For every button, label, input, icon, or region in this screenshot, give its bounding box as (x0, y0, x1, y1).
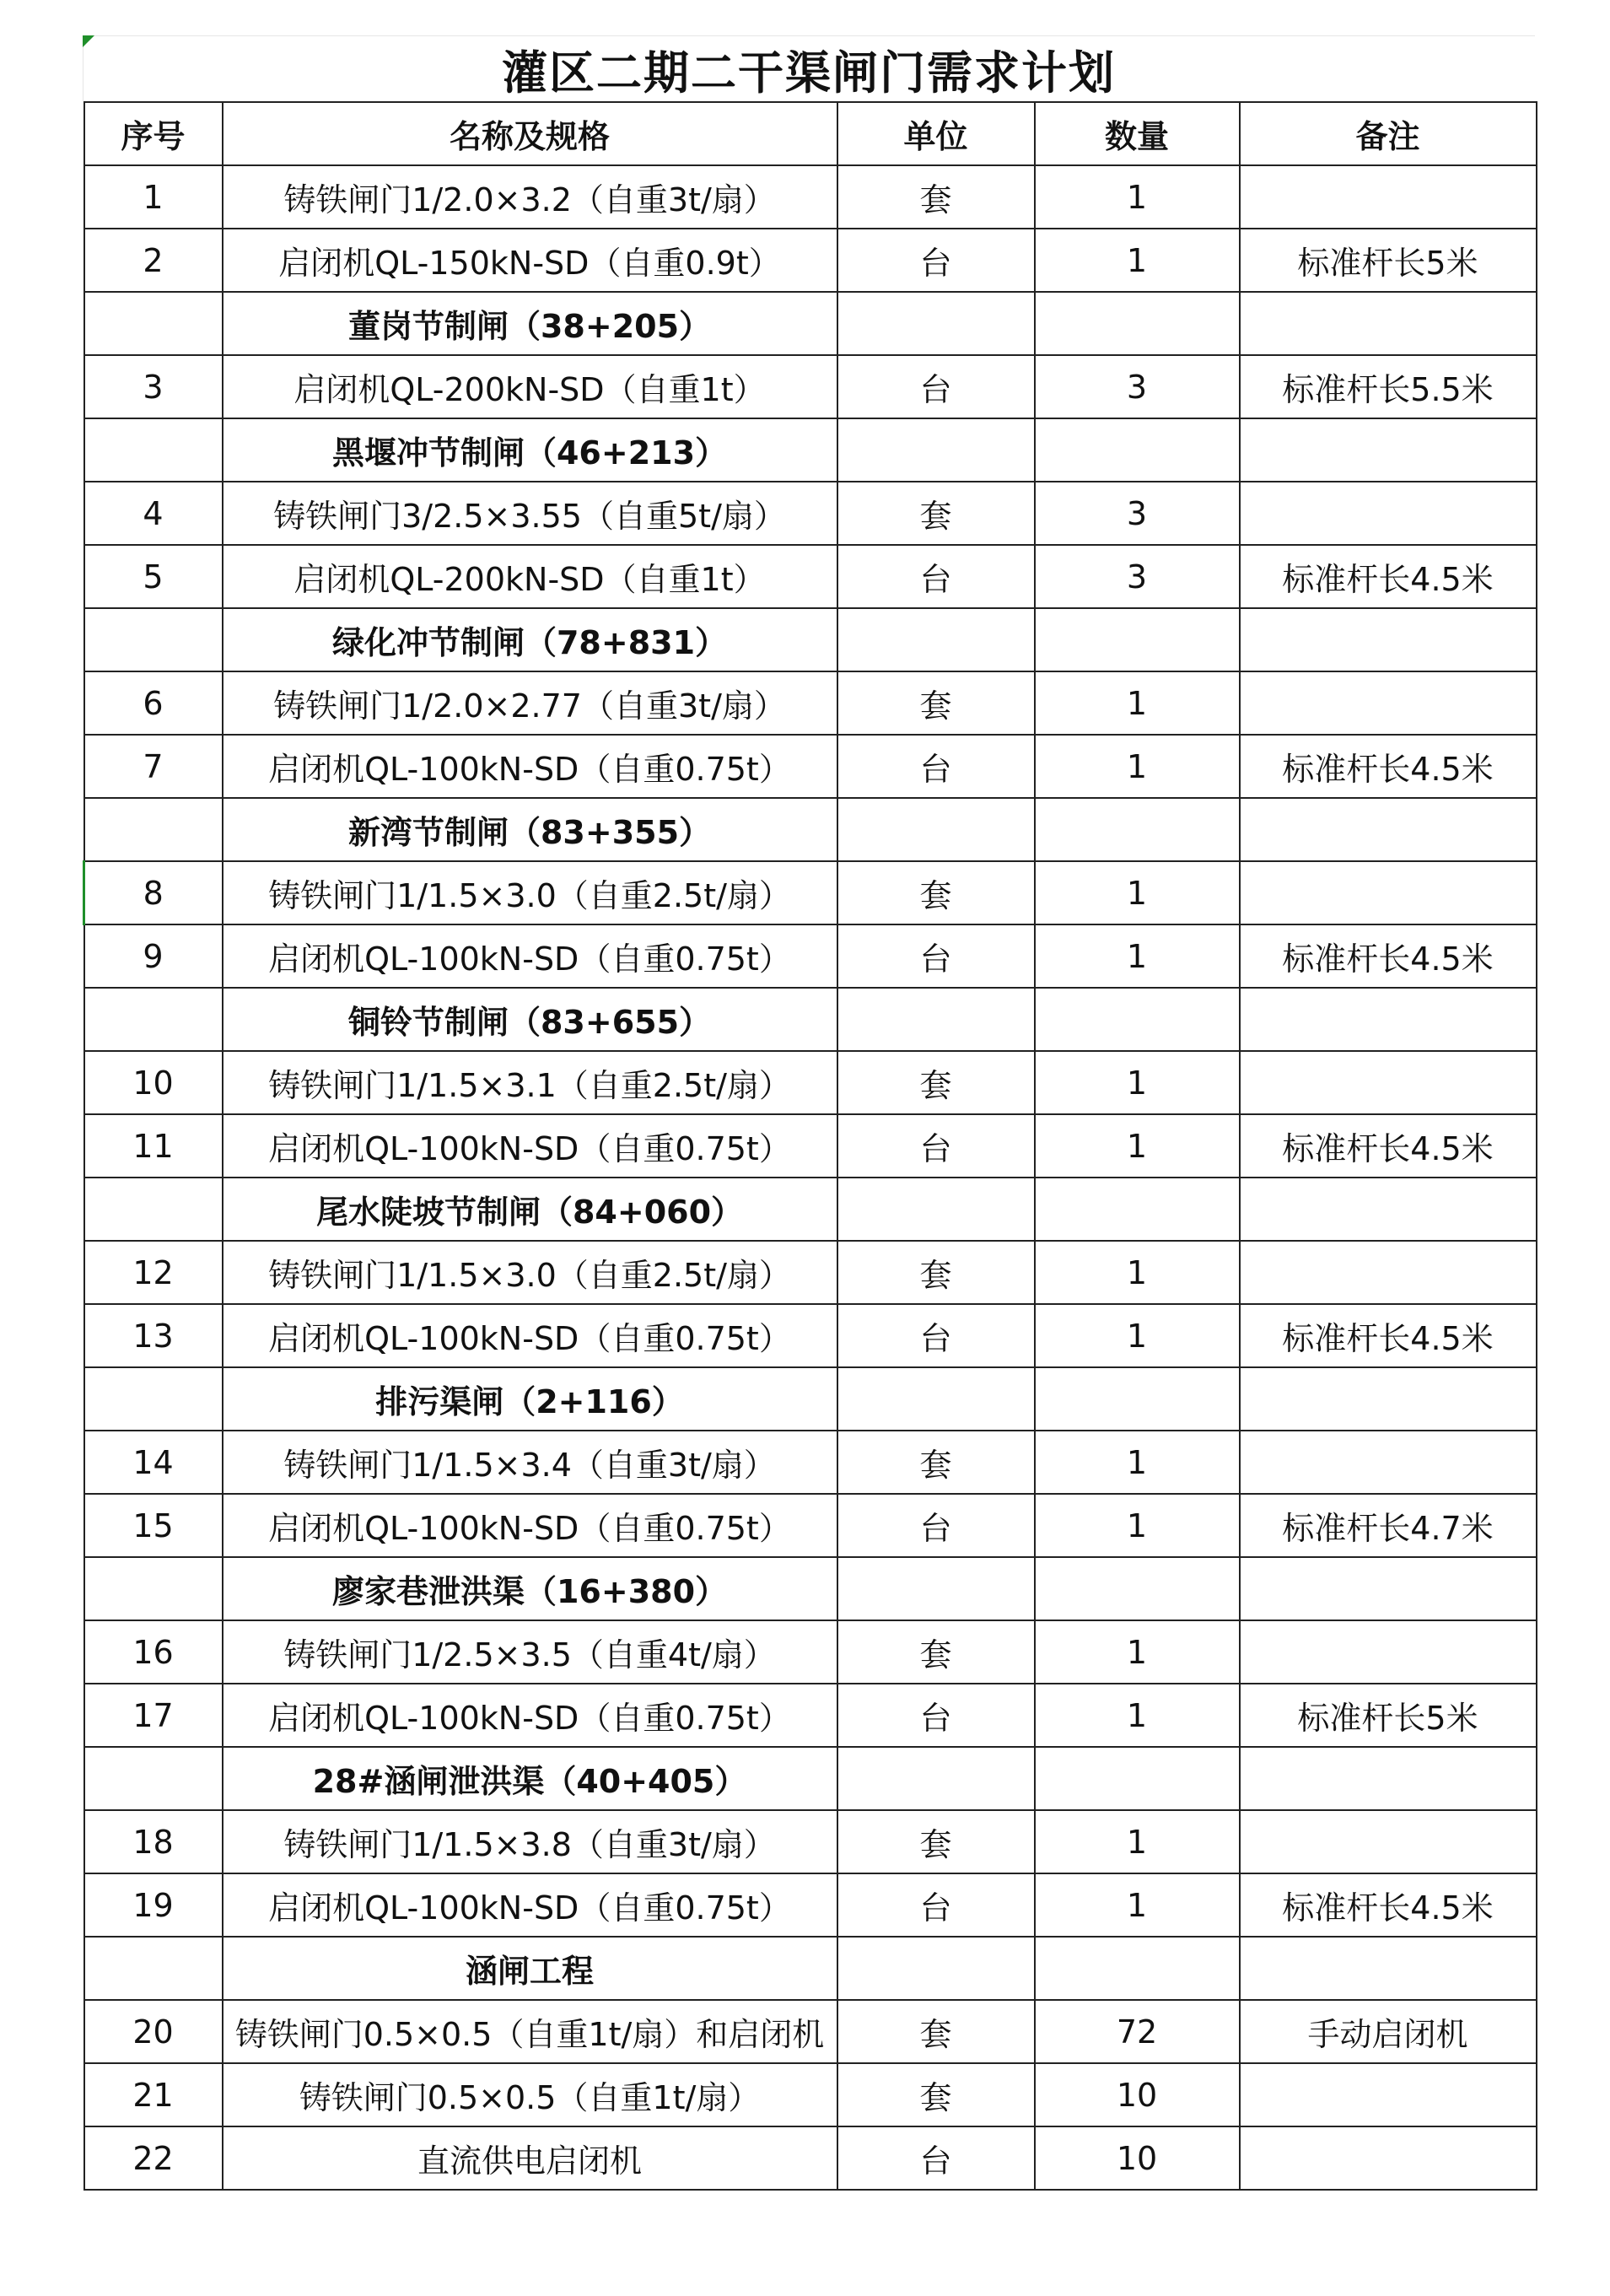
table-row (84, 1810, 1537, 1873)
table-row (84, 2063, 1537, 2126)
cell-unit[interactable] (837, 1178, 1035, 1241)
cell-name-spec[interactable]: 启闭机QL-100kN-SD（自重0.75t） (223, 735, 837, 798)
table-body (84, 165, 1537, 2190)
cell-qty[interactable]: 1 (1035, 1051, 1240, 1114)
cell-unit[interactable]: 台 (837, 735, 1035, 798)
cell-name-spec[interactable]: 铸铁闸门1/1.5×3.0（自重2.5t/扇） (223, 1241, 837, 1304)
cell-name-spec[interactable]: 排污渠闸（2+116） (223, 1367, 837, 1431)
cell-qty[interactable]: 10 (1035, 2063, 1240, 2126)
cell-name-spec[interactable]: 铸铁闸门1/1.5×3.8（自重3t/扇） (223, 1810, 837, 1873)
cell-seq[interactable] (84, 1937, 223, 2000)
cell-remark[interactable] (1240, 1051, 1537, 1114)
cell-remark[interactable] (1240, 988, 1537, 1051)
cell-unit[interactable]: 台 (837, 2126, 1035, 2190)
cell-unit[interactable]: 套 (837, 165, 1035, 229)
cell-unit[interactable]: 套 (837, 1620, 1035, 1684)
cell-qty[interactable]: 1 (1035, 1684, 1240, 1747)
table-row (84, 545, 1537, 608)
cell-name-spec[interactable]: 铸铁闸门0.5×0.5（自重1t/扇）和启闭机 (223, 2000, 837, 2063)
table-row (84, 1684, 1537, 1747)
cell-remark[interactable]: 标准杆长4.5米 (1240, 545, 1537, 608)
header-remark[interactable]: 备注 (1240, 102, 1537, 165)
cell-unit[interactable] (837, 798, 1035, 861)
cell-qty[interactable]: 1 (1035, 229, 1240, 292)
cell-remark[interactable]: 标准杆长5米 (1240, 229, 1537, 292)
cell-qty[interactable] (1035, 418, 1240, 482)
table-row (84, 671, 1537, 735)
cell-unit[interactable]: 套 (837, 861, 1035, 924)
cell-seq[interactable]: 20 (84, 2000, 223, 2063)
table-row (84, 165, 1537, 229)
cell-qty[interactable]: 3 (1035, 482, 1240, 545)
cell-name-spec[interactable]: 启闭机QL-100kN-SD（自重0.75t） (223, 1873, 837, 1937)
cell-seq[interactable]: 10 (84, 1051, 223, 1114)
cell-qty[interactable] (1035, 292, 1240, 355)
section-row (84, 988, 1537, 1051)
cell-remark[interactable] (1240, 165, 1537, 229)
cell-qty[interactable]: 3 (1035, 355, 1240, 418)
table-row (84, 2000, 1537, 2063)
cell-seq[interactable]: 8 (84, 861, 223, 924)
cell-seq[interactable]: 15 (84, 1494, 223, 1557)
cell-name-spec[interactable]: 启闭机QL-100kN-SD（自重0.75t） (223, 1304, 837, 1367)
cell-remark[interactable] (1240, 861, 1537, 924)
cell-unit[interactable]: 台 (837, 924, 1035, 988)
table-row (84, 355, 1537, 418)
cell-qty[interactable] (1035, 1178, 1240, 1241)
cell-qty[interactable]: 1 (1035, 735, 1240, 798)
table-row (84, 2126, 1537, 2190)
table-row (84, 1241, 1537, 1304)
cell-remark[interactable] (1240, 1557, 1537, 1620)
cell-seq[interactable]: 2 (84, 229, 223, 292)
cell-name-spec[interactable]: 铸铁闸门1/1.5×3.4（自重3t/扇） (223, 1431, 837, 1494)
section-row (84, 1747, 1537, 1810)
cell-unit[interactable] (837, 1937, 1035, 2000)
section-row (84, 292, 1537, 355)
cell-seq[interactable]: 4 (84, 482, 223, 545)
cell-unit[interactable] (837, 988, 1035, 1051)
cell-seq[interactable]: 7 (84, 735, 223, 798)
cell-unit[interactable]: 台 (837, 1494, 1035, 1557)
cell-remark[interactable]: 标准杆长4.7米 (1240, 1494, 1537, 1557)
cell-unit[interactable]: 台 (837, 1873, 1035, 1937)
cell-qty[interactable]: 3 (1035, 545, 1240, 608)
cell-seq[interactable] (84, 292, 223, 355)
cell-remark[interactable] (1240, 1747, 1537, 1810)
cell-qty[interactable] (1035, 1367, 1240, 1431)
cell-remark[interactable]: 标准杆长4.5米 (1240, 1114, 1537, 1178)
cell-unit[interactable]: 套 (837, 2063, 1035, 2126)
cell-seq[interactable]: 12 (84, 1241, 223, 1304)
table-row (84, 735, 1537, 798)
cell-seq[interactable]: 22 (84, 2126, 223, 2190)
cell-remark[interactable]: 标准杆长4.5米 (1240, 1304, 1537, 1367)
section-row (84, 418, 1537, 482)
cell-name-spec[interactable]: 新湾节制闸（83+355） (223, 798, 837, 861)
cell-name-spec[interactable]: 启闭机QL-150kN-SD（自重0.9t） (223, 229, 837, 292)
cell-unit[interactable]: 套 (837, 2000, 1035, 2063)
cell-qty[interactable]: 1 (1035, 1494, 1240, 1557)
header-row (84, 102, 1537, 165)
cell-qty[interactable]: 1 (1035, 1620, 1240, 1684)
gate-demand-table (83, 101, 1537, 2191)
cell-seq[interactable]: 14 (84, 1431, 223, 1494)
cell-name-spec[interactable]: 董岗节制闸（38+205） (223, 292, 837, 355)
cell-unit[interactable]: 台 (837, 545, 1035, 608)
cell-remark[interactable] (1240, 1431, 1537, 1494)
table-row (84, 1114, 1537, 1178)
cell-remark[interactable] (1240, 1367, 1537, 1431)
cell-qty[interactable]: 1 (1035, 1304, 1240, 1367)
header-qty[interactable]: 数量 (1035, 102, 1240, 165)
cell-unit[interactable]: 套 (837, 1051, 1035, 1114)
cell-remark[interactable] (1240, 671, 1537, 735)
cell-name-spec[interactable]: 启闭机QL-200kN-SD（自重1t） (223, 545, 837, 608)
cell-remark[interactable] (1240, 1620, 1537, 1684)
cell-unit[interactable] (837, 608, 1035, 671)
cell-remark[interactable]: 标准杆长4.5米 (1240, 735, 1537, 798)
cell-qty[interactable] (1035, 1747, 1240, 1810)
cell-name-spec[interactable]: 铸铁闸门3/2.5×3.55（自重5t/扇） (223, 482, 837, 545)
cell-qty[interactable]: 1 (1035, 924, 1240, 988)
header-seq[interactable]: 序号 (84, 102, 223, 165)
sheet-title: 灌区二期二干渠闸门需求计划 (502, 46, 1116, 100)
cell-unit[interactable] (837, 1747, 1035, 1810)
cell-unit[interactable]: 台 (837, 229, 1035, 292)
cell-name-spec[interactable]: 启闭机QL-100kN-SD（自重0.75t） (223, 1684, 837, 1747)
cell-unit[interactable]: 台 (837, 1114, 1035, 1178)
cell-seq[interactable]: 1 (84, 165, 223, 229)
cell-qty[interactable] (1035, 608, 1240, 671)
cell-remark[interactable]: 手动启闭机 (1240, 2000, 1537, 2063)
cell-qty[interactable] (1035, 798, 1240, 861)
cell-qty[interactable]: 1 (1035, 1431, 1240, 1494)
section-row (84, 798, 1537, 861)
cell-unit[interactable]: 台 (837, 1684, 1035, 1747)
cell-qty[interactable]: 72 (1035, 2000, 1240, 2063)
cell-remark[interactable]: 标准杆长5.5米 (1240, 355, 1537, 418)
cell-remark[interactable] (1240, 418, 1537, 482)
cell-seq[interactable]: 18 (84, 1810, 223, 1873)
cell-remark[interactable] (1240, 482, 1537, 545)
cell-qty[interactable]: 1 (1035, 165, 1240, 229)
table-row (84, 861, 1537, 924)
cell-name-spec[interactable]: 铸铁闸门0.5×0.5（自重1t/扇） (223, 2063, 837, 2126)
cell-name-spec[interactable]: 铜铃节制闸（83+655） (223, 988, 837, 1051)
cell-seq[interactable]: 9 (84, 924, 223, 988)
table-row (84, 1431, 1537, 1494)
table-row (84, 229, 1537, 292)
table-row (84, 1620, 1537, 1684)
cell-unit[interactable]: 套 (837, 671, 1035, 735)
cell-qty[interactable]: 10 (1035, 2126, 1240, 2190)
table-row (84, 1304, 1537, 1367)
cell-remark[interactable]: 标准杆长4.5米 (1240, 924, 1537, 988)
cell-remark[interactable] (1240, 2126, 1537, 2190)
cell-name-spec[interactable]: 直流供电启闭机 (223, 2126, 837, 2190)
cell-name-spec[interactable]: 涵闸工程 (223, 1937, 837, 2000)
cell-name-spec[interactable]: 廖家巷泄洪渠（16+380） (223, 1557, 837, 1620)
cell-remark[interactable] (1240, 1178, 1537, 1241)
cell-seq[interactable] (84, 1747, 223, 1810)
cell-remark[interactable] (1240, 292, 1537, 355)
cell-seq[interactable]: 17 (84, 1684, 223, 1747)
cell-seq[interactable] (84, 418, 223, 482)
cell-unit[interactable]: 套 (837, 1241, 1035, 1304)
cell-seq[interactable]: 16 (84, 1620, 223, 1684)
cell-unit[interactable]: 台 (837, 1304, 1035, 1367)
cell-seq[interactable]: 19 (84, 1873, 223, 1937)
section-row (84, 608, 1537, 671)
cell-unit[interactable] (837, 292, 1035, 355)
table-row (84, 482, 1537, 545)
cell-seq[interactable] (84, 1557, 223, 1620)
table-row (84, 1051, 1537, 1114)
cell-seq[interactable]: 13 (84, 1304, 223, 1367)
cell-seq[interactable]: 21 (84, 2063, 223, 2126)
cell-name-spec[interactable]: 绿化冲节制闸（78+831） (223, 608, 837, 671)
cell-qty[interactable]: 1 (1035, 1114, 1240, 1178)
cell-seq[interactable]: 5 (84, 545, 223, 608)
cell-name-spec[interactable]: 铸铁闸门1/2.0×3.2（自重3t/扇） (223, 165, 837, 229)
cell-unit[interactable]: 套 (837, 482, 1035, 545)
section-row (84, 1367, 1537, 1431)
cell-seq[interactable] (84, 1178, 223, 1241)
cell-name-spec[interactable]: 铸铁闸门1/1.5×3.1（自重2.5t/扇） (223, 1051, 837, 1114)
table-row (84, 1494, 1537, 1557)
cell-name-spec[interactable]: 启闭机QL-100kN-SD（自重0.75t） (223, 924, 837, 988)
cell-name-spec[interactable]: 铸铁闸门1/2.0×2.77（自重3t/扇） (223, 671, 837, 735)
cell-unit[interactable]: 套 (837, 1810, 1035, 1873)
cell-name-spec[interactable]: 尾水陡坡节制闸（84+060） (223, 1178, 837, 1241)
cell-unit[interactable] (837, 418, 1035, 482)
table-row (84, 924, 1537, 988)
cell-remark[interactable] (1240, 798, 1537, 861)
header-name-spec[interactable]: 名称及规格 (223, 102, 837, 165)
cell-remark[interactable] (1240, 1937, 1537, 2000)
cell-qty[interactable]: 1 (1035, 1810, 1240, 1873)
cell-name-spec[interactable]: 启闭机QL-200kN-SD（自重1t） (223, 355, 837, 418)
cell-seq[interactable] (84, 1367, 223, 1431)
cell-name-spec[interactable]: 启闭机QL-100kN-SD（自重0.75t） (223, 1114, 837, 1178)
cell-name-spec[interactable]: 28#涵闸泄洪渠（40+405） (223, 1747, 837, 1810)
cell-seq[interactable] (84, 988, 223, 1051)
cell-seq[interactable] (84, 608, 223, 671)
cell-remark[interactable]: 标准杆长5米 (1240, 1684, 1537, 1747)
cell-seq[interactable]: 3 (84, 355, 223, 418)
section-row (84, 1178, 1537, 1241)
cell-seq[interactable] (84, 798, 223, 861)
cell-qty[interactable]: 1 (1035, 1241, 1240, 1304)
cell-remark[interactable]: 标准杆长4.5米 (1240, 1873, 1537, 1937)
cell-unit[interactable] (837, 1557, 1035, 1620)
cell-remark[interactable] (1240, 1810, 1537, 1873)
cell-seq[interactable]: 11 (84, 1114, 223, 1178)
cell-name-spec[interactable]: 启闭机QL-100kN-SD（自重0.75t） (223, 1494, 837, 1557)
cell-unit[interactable]: 套 (837, 1431, 1035, 1494)
cell-name-spec[interactable]: 铸铁闸门1/2.5×3.5（自重4t/扇） (223, 1620, 837, 1684)
cell-qty[interactable]: 1 (1035, 861, 1240, 924)
cell-name-spec[interactable]: 黑堰冲节制闸（46+213） (223, 418, 837, 482)
section-row (84, 1557, 1537, 1620)
cell-qty[interactable] (1035, 1937, 1240, 2000)
cell-seq[interactable]: 6 (84, 671, 223, 735)
header-unit[interactable]: 单位 (837, 102, 1035, 165)
cell-name-spec[interactable]: 铸铁闸门1/1.5×3.0（自重2.5t/扇） (223, 861, 837, 924)
cell-qty[interactable] (1035, 1557, 1240, 1620)
section-row (84, 1937, 1537, 2000)
cell-qty[interactable]: 1 (1035, 671, 1240, 735)
cell-remark[interactable] (1240, 2063, 1537, 2126)
cell-remark[interactable] (1240, 1241, 1537, 1304)
cell-unit[interactable] (837, 1367, 1035, 1431)
cell-qty[interactable] (1035, 988, 1240, 1051)
cell-remark[interactable] (1240, 608, 1537, 671)
cell-qty[interactable]: 1 (1035, 1873, 1240, 1937)
cell-unit[interactable]: 台 (837, 355, 1035, 418)
table-row (84, 1873, 1537, 1937)
